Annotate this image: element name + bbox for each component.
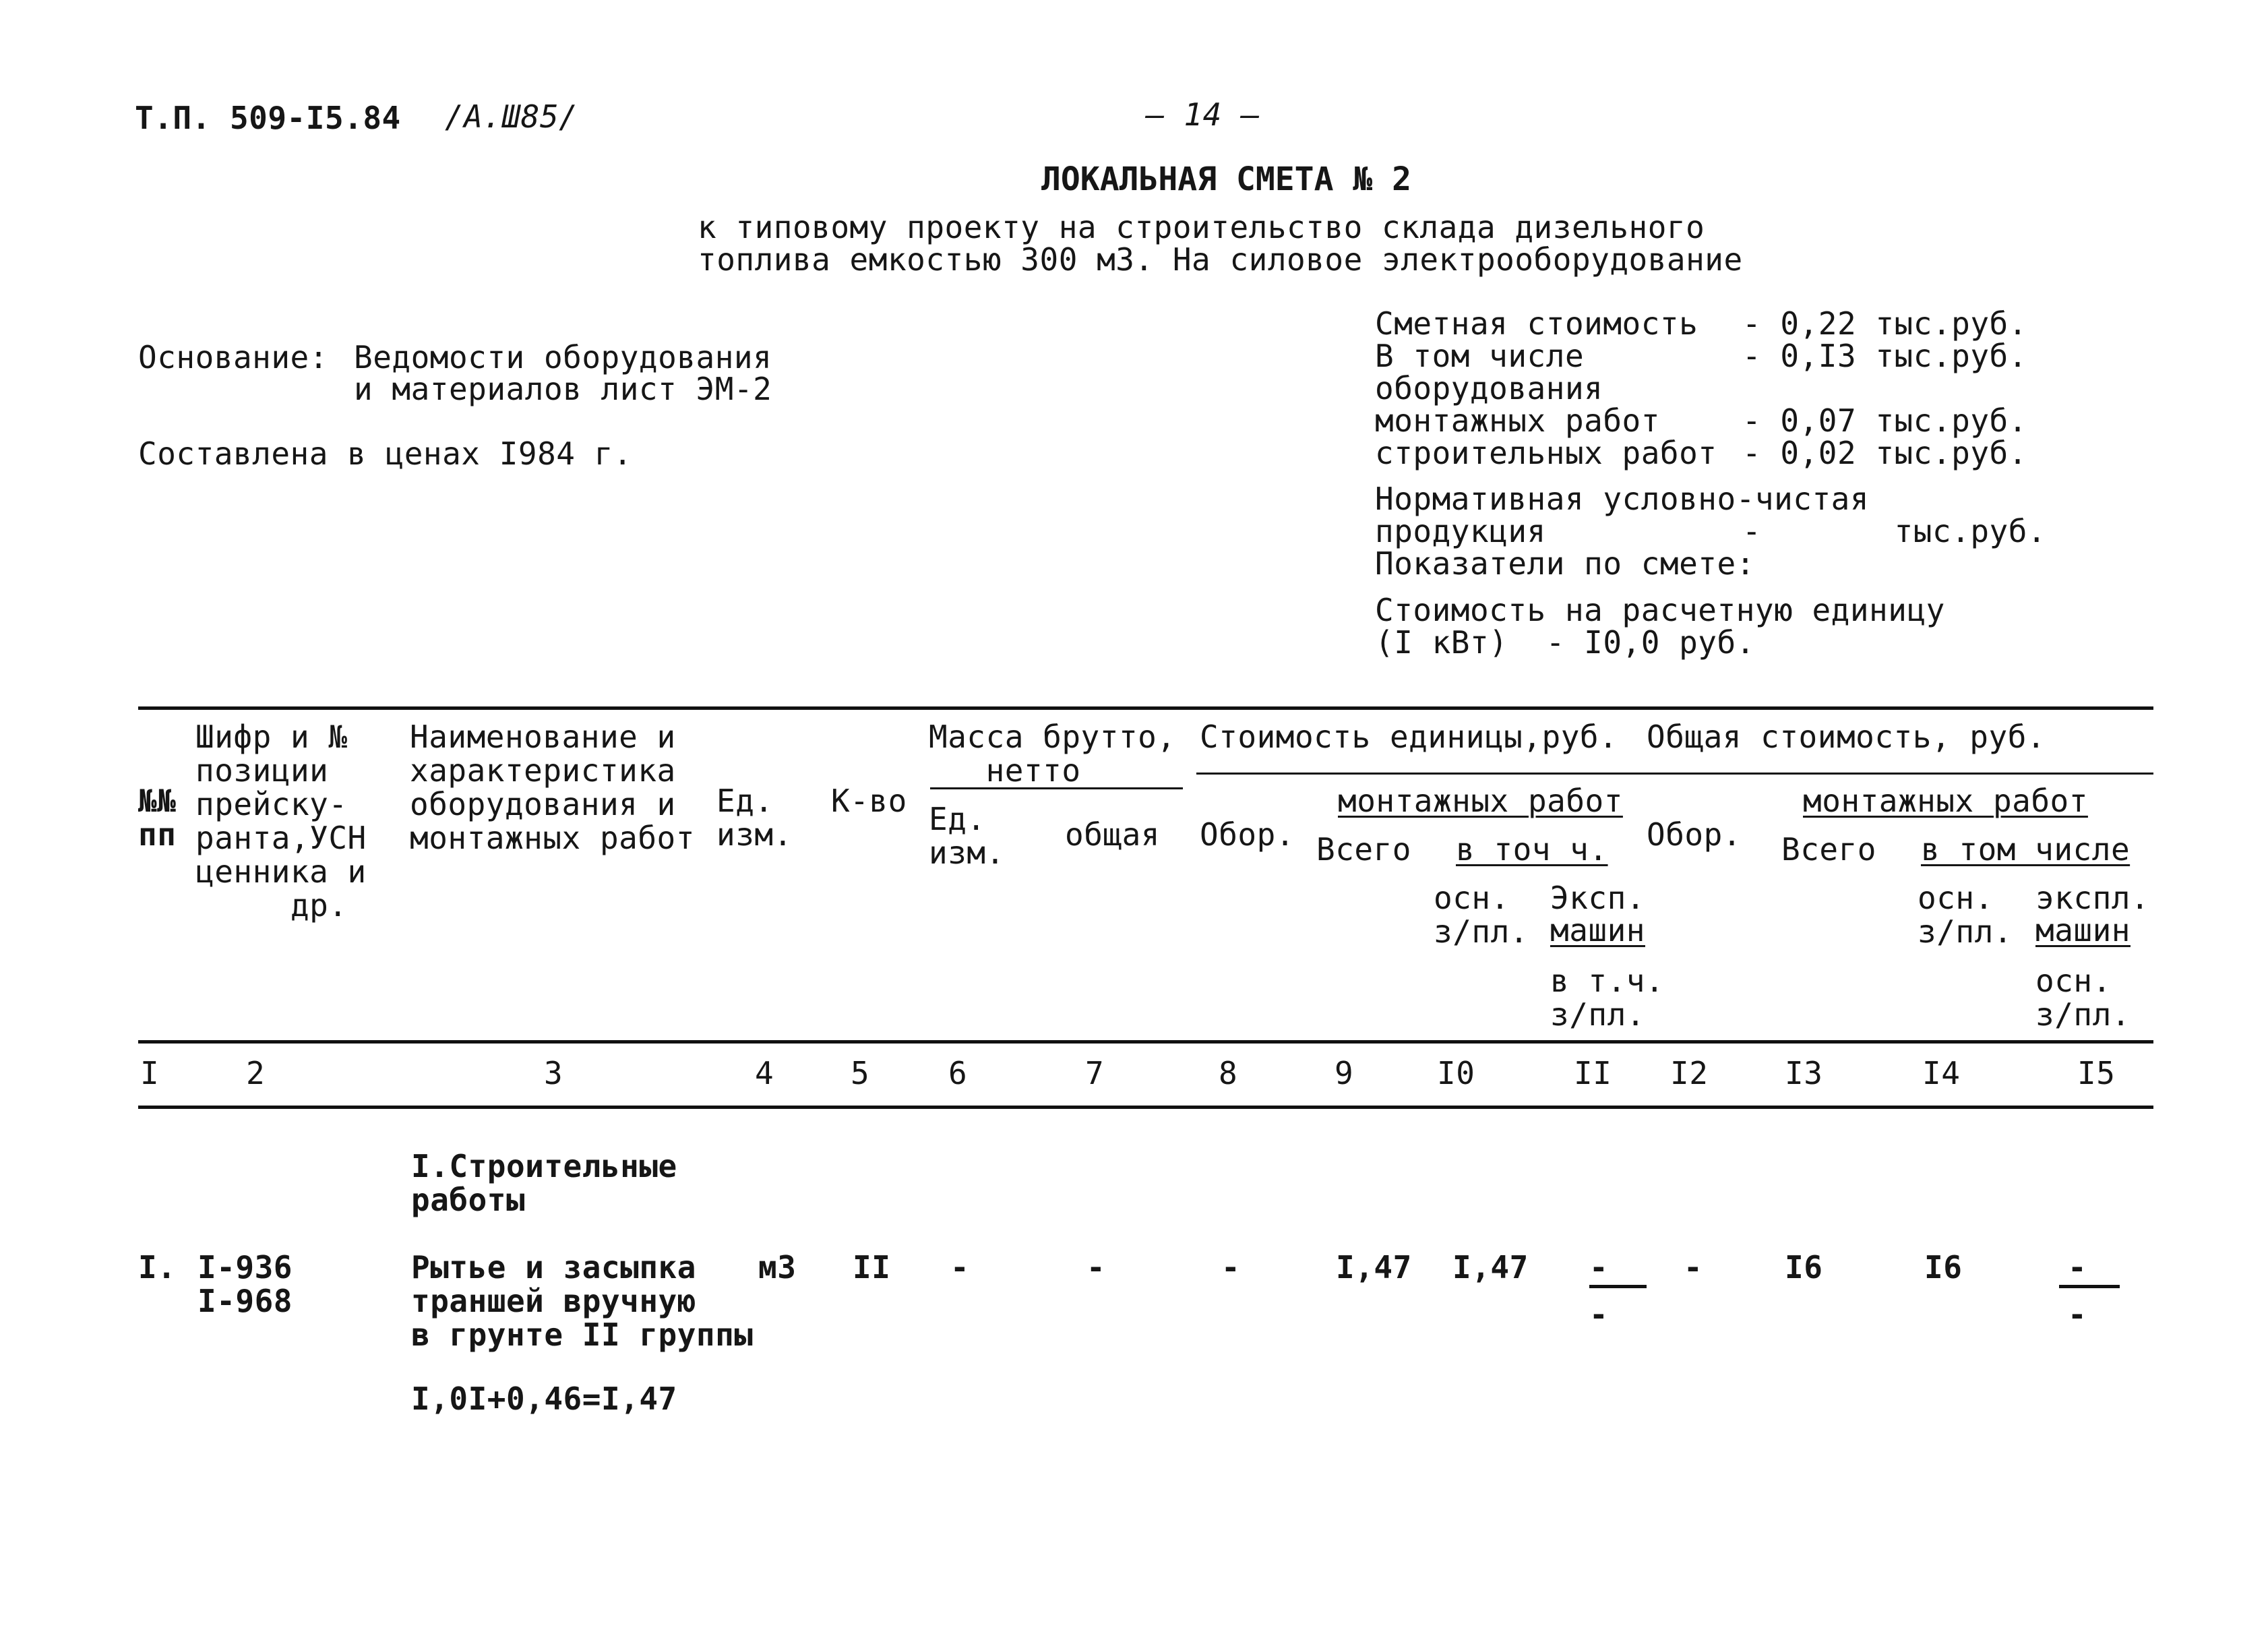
row-1-sum-base-wage: I6 [1924,1249,1963,1286]
unit-cost-line-2: (I кВт) - I0,0 руб. [1375,624,1755,661]
install-a-header: монтажных работ [1338,783,1623,819]
col-number-13: I3 [1785,1055,1823,1091]
estimate-cost-value: - 0,22 тыс.руб. [1742,305,2027,342]
col-name-header: Наименование и характеристика оборудования и монтажных работ [410,719,695,856]
construction-cost-label: строительных работ [1375,435,1717,471]
col-number-1: I [140,1055,160,1091]
numbers-bottom-rule [138,1106,2153,1109]
col-number-header: №№ пп [138,783,177,853]
col-machines-header: Эксп. [1550,880,1645,916]
row-1-base-wage: I,47 [1452,1249,1529,1286]
col-number-8: 8 [1219,1055,1238,1091]
basis-line-1: Ведомости оборудования [354,339,772,375]
basis-line-2: и материалов лист ЭМ-2 [354,371,772,407]
col-number-9: 9 [1335,1055,1354,1091]
album-number: /А.Ш85/ [445,98,578,135]
col-sum-base-wage-header: осн. з/пл. [1918,880,2013,950]
total-cost-group-header: Общая стоимость, руб. [1647,719,2046,755]
title-line-2: топлива емкостью 300 м3. На силовое электрооборудование [698,241,1743,278]
install-b-header: монтажных работ [1803,783,2088,819]
row-1-machines-wage: - [1589,1296,1609,1333]
col-sum-machines-header-2: машин [2035,912,2131,948]
cost-header-rule [1196,773,2153,775]
col-number-15: I5 [2077,1055,2116,1091]
basis-label: Основание: [138,339,328,375]
equipment-cost-value: - 0,I3 тыс.руб. [1742,338,2027,374]
normative-label: продукция [1375,513,1546,549]
col-number-11: II [1574,1055,1612,1091]
col-number-5: 5 [851,1055,870,1091]
normative-value: - тыс.руб. [1742,513,2047,549]
header-bottom-rule [138,1040,2153,1044]
install-cost-label: монтажных работ [1375,402,1660,439]
row-1-mass-unit: - [950,1249,970,1286]
mass-group-header: Масса брутто, нетто [929,719,1176,789]
col-install-total-header: Всего [1316,831,1411,868]
col-number-2: 2 [246,1055,266,1091]
row-1-mass-total: - [1086,1249,1106,1286]
document-code: Т.П. 509-I5.84 [135,100,401,136]
unit-cost-group-header: Стоимость единицы,руб. [1200,719,1618,755]
row-1-sum-machines-wage: - [2068,1296,2087,1333]
row-1-machines: - [1589,1249,1609,1286]
col-code-header: Шифр и № позиции прейску- ранта,УСН ценника и др. [195,719,367,924]
install-cost-value: - 0,07 тыс.руб. [1742,402,2027,439]
col-number-7: 7 [1085,1055,1105,1091]
row-1-install-total: I,47 [1336,1249,1412,1286]
col-number-10: I0 [1437,1055,1475,1091]
col-equipment-header: Обор. [1200,816,1295,853]
price-basis: Составлена в ценах I984 г. [138,435,633,472]
row-1-sum-machines-rule [2059,1285,2120,1288]
col-sum-total-header: Всего [1781,831,1876,868]
row-1-number: I. [138,1249,177,1286]
col-mass-unit-header: Ед. изм. [929,801,1005,871]
table-top-rule [138,706,2153,710]
row-1-sum-total: I6 [1785,1249,1823,1286]
col-equipment-total-header: Обор. [1647,816,1742,853]
col-qty-header: К-во [831,783,907,819]
normative-line-1: Нормативная условно-чистая [1375,481,1870,517]
including-label: В том числе [1375,338,1585,374]
install-b-incl-header: в том числе [1921,831,2131,868]
col-unit-header: Ед. изм. [716,783,793,853]
title-line-1: к типовому проекту на строительство склада дизельного [698,209,1705,245]
row-1-equipment-total: - [1684,1249,1703,1286]
col-mass-total-header: общая [1065,816,1160,853]
document-title: ЛОКАЛЬНАЯ СМЕТА № 2 [1041,160,1412,198]
col-number-6: 6 [948,1055,968,1091]
col-sum-machines-header: экспл. [2035,880,2150,916]
construction-cost-value: - 0,02 тыс.руб. [1742,435,2027,471]
calculation-formula: I,0I+0,46=I,47 [411,1381,677,1417]
indicators-label: Показатели по смете: [1375,545,1755,582]
col-number-12: I2 [1670,1055,1709,1091]
col-number-3: 3 [544,1055,563,1091]
page-number: — 14 — [1146,96,1260,133]
col-number-4: 4 [755,1055,774,1091]
row-1-unit: м3 [758,1249,797,1286]
row-1-code: I-936 I-968 [197,1249,293,1319]
row-1-machines-rule [1589,1285,1647,1288]
unit-cost-line-1: Стоимость на расчетную единицу [1375,592,1945,628]
col-base-wage-header: осн. з/пл. [1434,880,1529,950]
install-a-incl-header: в точ ч. [1456,831,1608,868]
col-machines-wage-header: в т.ч. з/пл. [1550,963,1665,1033]
row-1-sum-machines: - [2068,1249,2087,1286]
col-sum-machines-wage-header: осн. з/пл. [2035,963,2131,1033]
col-machines-header-2: машин [1550,912,1645,948]
row-1-name: Рытье и засыпка траншей вручную в грунте II группы [411,1249,754,1353]
row-1-qty: II [853,1249,891,1286]
estimate-cost-label: Сметная стоимость [1375,305,1698,342]
row-1-equipment: - [1221,1249,1241,1286]
section-heading: I.Строительные работы [411,1148,677,1218]
equipment-label: оборудования [1375,370,1603,406]
col-number-14: I4 [1922,1055,1961,1091]
